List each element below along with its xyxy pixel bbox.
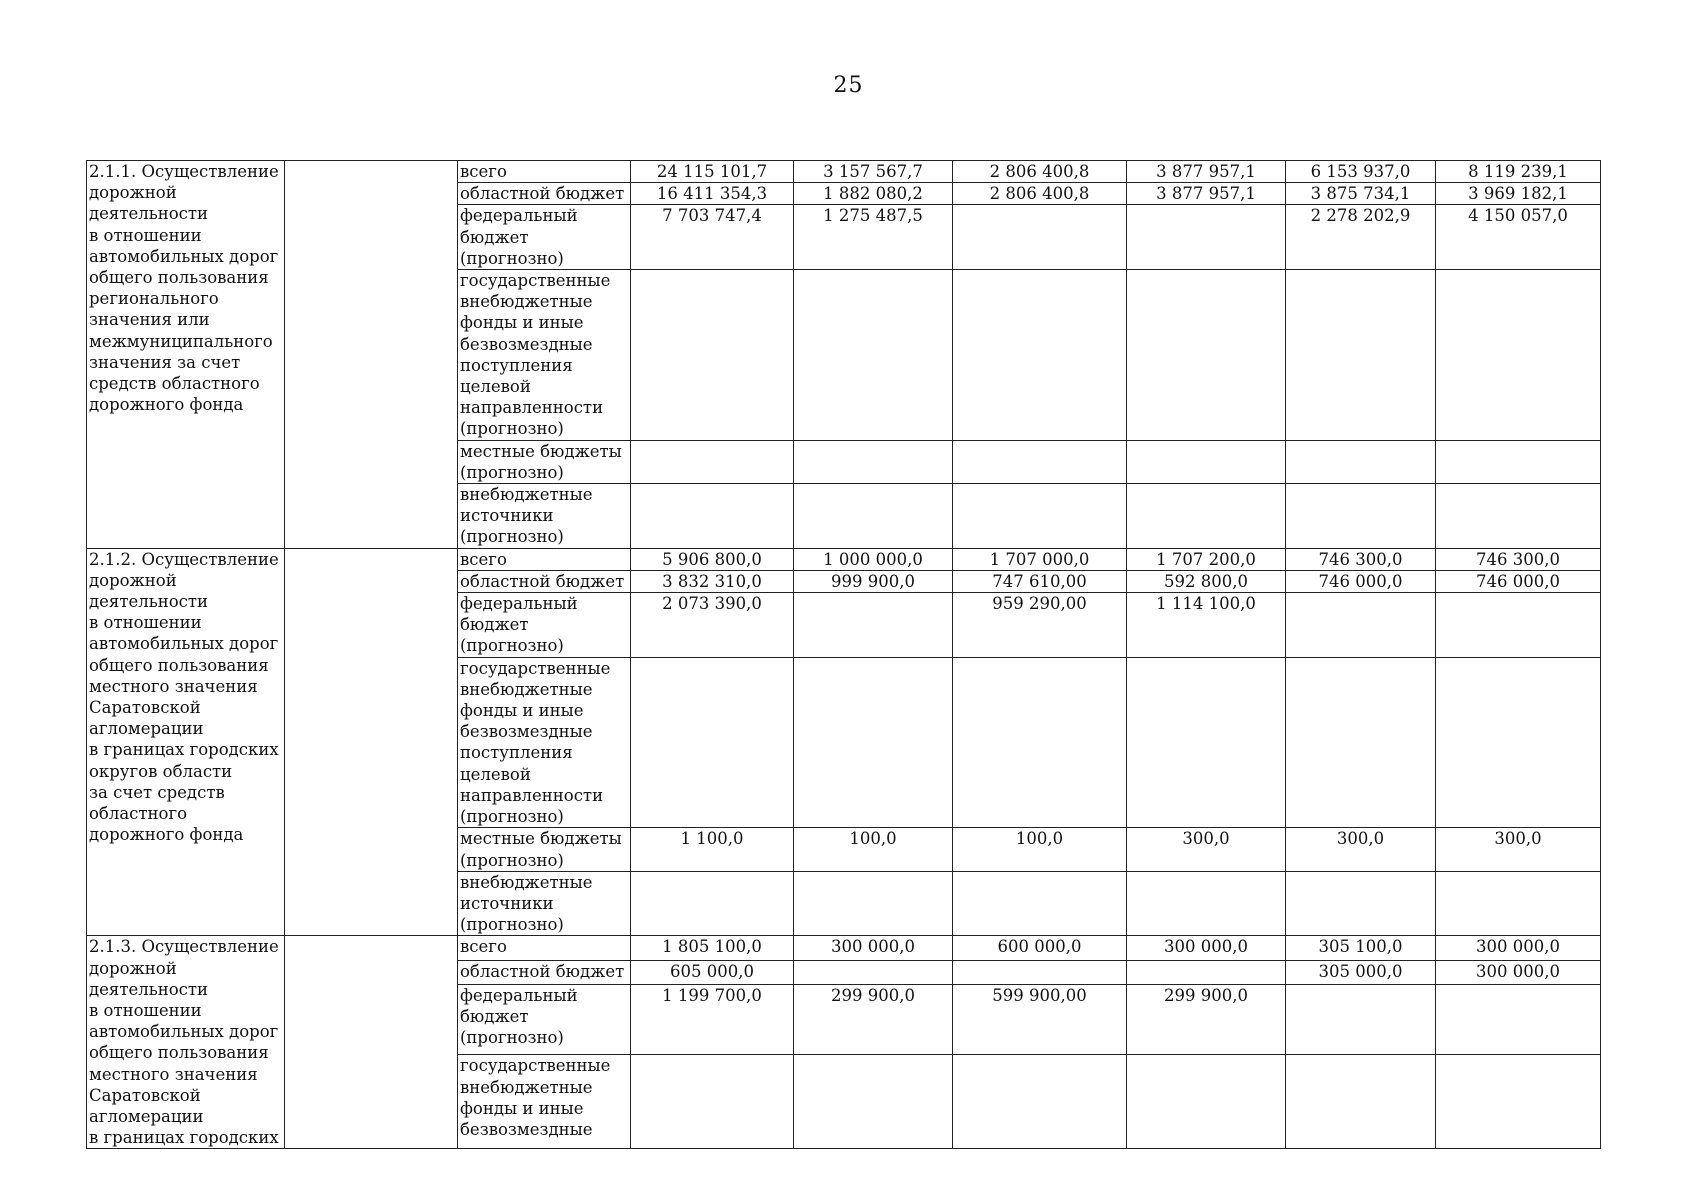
table-row: [87, 936, 1601, 960]
value-year: [953, 484, 1127, 549]
value-year: [1436, 440, 1601, 483]
value-year: 300,0: [1286, 828, 1436, 871]
funding-source: областной бюджет: [458, 960, 631, 984]
funding-source: всего: [458, 161, 631, 183]
executor-cell: [285, 548, 458, 936]
value-year: [1127, 205, 1286, 270]
value-year: [1127, 270, 1286, 441]
value-year: [1286, 984, 1436, 1055]
value-total: 16 411 354,3: [631, 183, 794, 205]
value-total: 1 805 100,0: [631, 936, 794, 960]
value-year: 746 300,0: [1286, 548, 1436, 570]
value-total: 1 100,0: [631, 828, 794, 871]
funding-source: местные бюджеты (прогнозно): [458, 440, 631, 483]
value-year: 3 969 182,1: [1436, 183, 1601, 205]
value-year: [794, 960, 953, 984]
value-year: 300 000,0: [1436, 936, 1601, 960]
value-year: [1127, 871, 1286, 936]
value-year: [1286, 440, 1436, 483]
value-year: 300 000,0: [794, 936, 953, 960]
value-year: 300,0: [1436, 828, 1601, 871]
value-year: [1436, 984, 1601, 1055]
value-total: 3 832 310,0: [631, 570, 794, 592]
value-year: 1 882 080,2: [794, 183, 953, 205]
value-year: [1286, 871, 1436, 936]
value-year: 747 610,00: [953, 570, 1127, 592]
value-year: [953, 871, 1127, 936]
value-year: [1127, 657, 1286, 828]
activity-description: 2.1.1. Осуществление дорожной деятельности в отношении автомобильных дорог общего пользования регионального значения или межмуниципального значения за счет средств областного дорожного фонда: [87, 161, 285, 549]
value-year: [1436, 1055, 1601, 1149]
value-total: 2 073 390,0: [631, 593, 794, 658]
value-year: [1436, 270, 1601, 441]
value-year: [953, 440, 1127, 483]
value-year: 600 000,0: [953, 936, 1127, 960]
funding-source: государственные внебюджетные фонды и иные безвозмездные поступления целевой направленности (прогнозно): [458, 270, 631, 441]
value-year: 300 000,0: [1127, 936, 1286, 960]
value-year: 999 900,0: [794, 570, 953, 592]
executor-cell: [285, 161, 458, 549]
value-year: [1286, 1055, 1436, 1149]
table-row: [87, 161, 1601, 183]
value-year: [953, 1055, 1127, 1149]
funding-source: всего: [458, 548, 631, 570]
activity-description: 2.1.2. Осуществление дорожной деятельности в отношении автомобильных дорог общего пользования местного значения Саратовской агломерации в границах городских округов области за счет средств областного дорожного фонда: [87, 548, 285, 936]
value-year: [1127, 484, 1286, 549]
value-year: 6 153 937,0: [1286, 161, 1436, 183]
value-year: [794, 657, 953, 828]
value-year: [953, 657, 1127, 828]
table-row: [87, 548, 1601, 570]
value-total: [631, 440, 794, 483]
value-year: [794, 440, 953, 483]
value-year: [794, 484, 953, 549]
value-total: [631, 657, 794, 828]
value-year: [1286, 270, 1436, 441]
value-year: 1 707 000,0: [953, 548, 1127, 570]
value-year: 3 877 957,1: [1127, 183, 1286, 205]
budget-table: [86, 160, 1601, 1149]
value-year: 3 875 734,1: [1286, 183, 1436, 205]
value-year: 299 900,0: [1127, 984, 1286, 1055]
value-year: [953, 205, 1127, 270]
funding-source: областной бюджет: [458, 183, 631, 205]
value-year: [1127, 1055, 1286, 1149]
value-year: [794, 270, 953, 441]
funding-source: внебюджетные источники (прогнозно): [458, 871, 631, 936]
value-year: [1127, 960, 1286, 984]
value-year: 100,0: [794, 828, 953, 871]
value-total: 5 906 800,0: [631, 548, 794, 570]
value-year: 599 900,00: [953, 984, 1127, 1055]
value-year: 2 806 400,8: [953, 161, 1127, 183]
value-year: 592 800,0: [1127, 570, 1286, 592]
page-number: 25: [833, 73, 864, 98]
value-year: 2 806 400,8: [953, 183, 1127, 205]
value-total: 605 000,0: [631, 960, 794, 984]
value-year: 2 278 202,9: [1286, 205, 1436, 270]
value-year: 746 000,0: [1436, 570, 1601, 592]
value-year: 1 000 000,0: [794, 548, 953, 570]
value-year: 959 290,00: [953, 593, 1127, 658]
value-year: [953, 960, 1127, 984]
value-total: 1 199 700,0: [631, 984, 794, 1055]
value-year: [794, 1055, 953, 1149]
funding-source: федеральный бюджет (прогнозно): [458, 593, 631, 658]
value-total: [631, 484, 794, 549]
value-year: [953, 270, 1127, 441]
value-year: 8 119 239,1: [1436, 161, 1601, 183]
value-year: 100,0: [953, 828, 1127, 871]
value-year: [794, 871, 953, 936]
value-year: 299 900,0: [794, 984, 953, 1055]
funding-source: областной бюджет: [458, 570, 631, 592]
value-year: [794, 593, 953, 658]
value-year: 3 157 567,7: [794, 161, 953, 183]
funding-source: государственные внебюджетные фонды и иные безвозмездные: [458, 1055, 631, 1149]
funding-source: федеральный бюджет (прогнозно): [458, 205, 631, 270]
value-year: [1286, 593, 1436, 658]
funding-source: федеральный бюджет (прогнозно): [458, 984, 631, 1055]
value-year: 300,0: [1127, 828, 1286, 871]
funding-source: внебюджетные источники (прогнозно): [458, 484, 631, 549]
activity-description: 2.1.3. Осуществление дорожной деятельности в отношении автомобильных дорог общего пользования местного значения Саратовской агломерации в границах городских: [87, 936, 285, 1149]
value-year: 1 707 200,0: [1127, 548, 1286, 570]
funding-source: местные бюджеты (прогнозно): [458, 828, 631, 871]
value-year: 4 150 057,0: [1436, 205, 1601, 270]
value-year: [1286, 484, 1436, 549]
value-year: [1436, 593, 1601, 658]
value-year: [1436, 871, 1601, 936]
value-year: 305 000,0: [1286, 960, 1436, 984]
value-total: 7 703 747,4: [631, 205, 794, 270]
value-year: [1436, 657, 1601, 828]
funding-source: государственные внебюджетные фонды и иные безвозмездные поступления целевой направленности (прогнозно): [458, 657, 631, 828]
value-year: 746 000,0: [1286, 570, 1436, 592]
value-total: [631, 871, 794, 936]
executor-cell: [285, 936, 458, 1149]
value-year: [1436, 484, 1601, 549]
value-year: 305 100,0: [1286, 936, 1436, 960]
value-year: [1286, 657, 1436, 828]
value-year: 300 000,0: [1436, 960, 1601, 984]
value-year: 3 877 957,1: [1127, 161, 1286, 183]
value-year: 1 275 487,5: [794, 205, 953, 270]
value-total: 24 115 101,7: [631, 161, 794, 183]
value-total: [631, 1055, 794, 1149]
value-year: 746 300,0: [1436, 548, 1601, 570]
value-total: [631, 270, 794, 441]
value-year: 1 114 100,0: [1127, 593, 1286, 658]
funding-source: всего: [458, 936, 631, 960]
value-year: [1127, 440, 1286, 483]
